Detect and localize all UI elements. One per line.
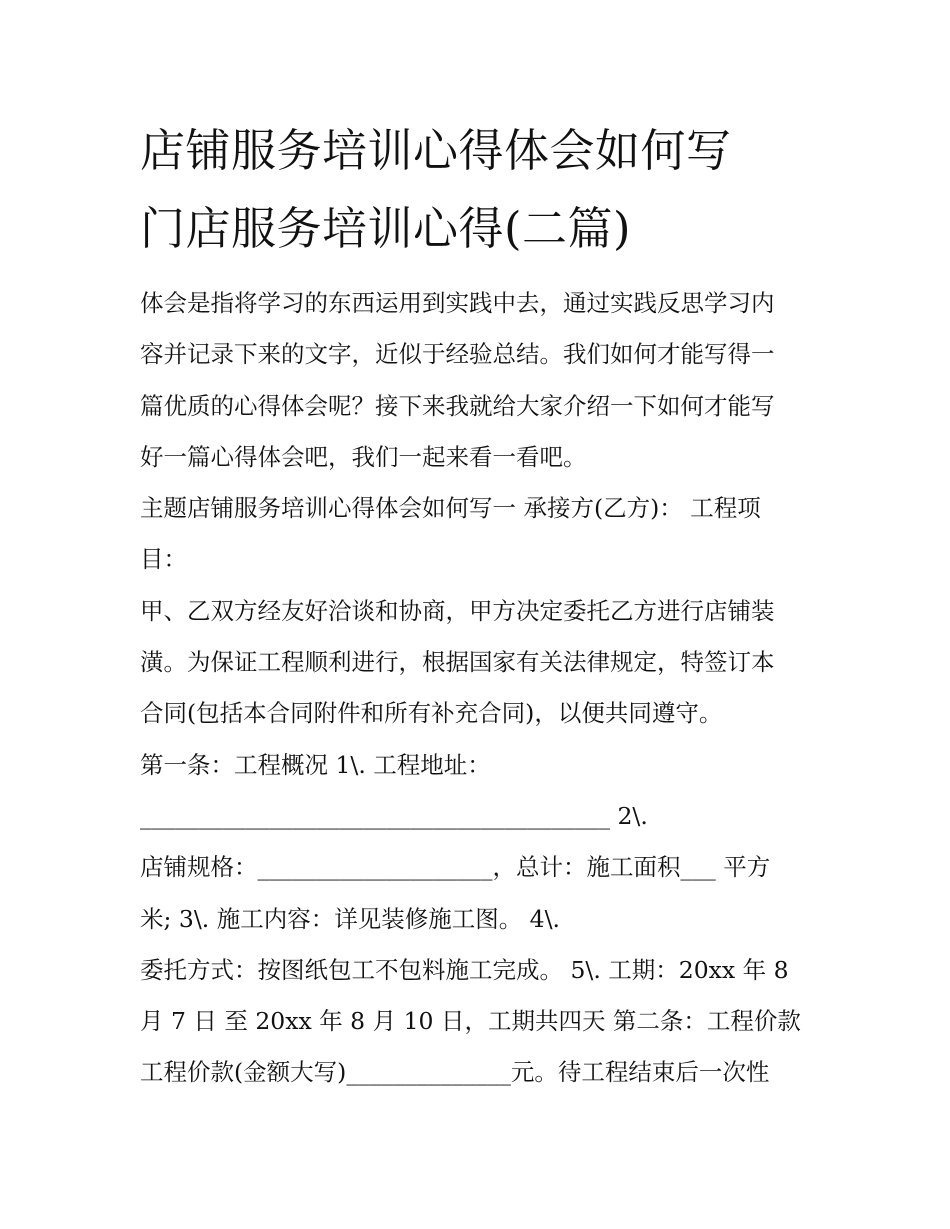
paragraph-line: 店铺规格：____________________，总计：施工面积___ 平方 <box>140 853 771 882</box>
title-line: 店铺服务培训心得体会如何写 <box>140 124 732 177</box>
paragraph-line: 体会是指将学习的东西运用到实践中去，通过实践反思学习内 <box>140 289 775 317</box>
paragraph-line: 米; 3\. 施工内容：详见装修施工图。 4\. <box>140 904 561 933</box>
paragraph-line: 月 7 日 至 20xx 年 8 月 10 日，工期共四天 第二条：工程价款 <box>140 1007 801 1036</box>
paragraph-line: ________________________________________ 2\. <box>140 801 648 830</box>
paragraph-line: 目： <box>140 545 187 574</box>
paragraph-line: 容并记录下来的文字，近似于经验总结。我们如何才能写得一 <box>140 340 775 369</box>
paragraph-line: 潢。为保证工程顺利进行，根据国家有关法律规定，特签订本 <box>140 648 775 677</box>
paragraph-line: 工程价款(金额大写)______________元。待工程结束后一次性 <box>140 1058 770 1087</box>
paragraph-line: 主题店铺服务培训心得体会如何写一 承接方(乙方)： 工程项 <box>140 494 761 523</box>
paragraph-line: 好一篇心得体会吧，我们一起来看一看吧。 <box>140 442 587 471</box>
paragraph-line: 委托方式：按图纸包工不包料施工完成。 5\. 工期：20xx 年 8 <box>140 955 789 984</box>
document-title <box>140 112 820 268</box>
title-line: 门店服务培训心得(二篇) <box>140 202 632 255</box>
paragraph-line: 篇优质的心得体会呢？接下来我就给大家介绍一下如何才能写 <box>140 391 775 420</box>
document-body <box>140 278 830 1099</box>
paragraph-line: 合同(包括本合同附件和所有补充合同)，以便共同遵守。 <box>140 699 723 728</box>
paragraph-line: 甲、乙双方经友好洽谈和协商，甲方决定委托乙方进行店铺装 <box>140 596 775 625</box>
paragraph-line: 第一条：工程概况 1\. 工程地址： <box>140 750 491 779</box>
